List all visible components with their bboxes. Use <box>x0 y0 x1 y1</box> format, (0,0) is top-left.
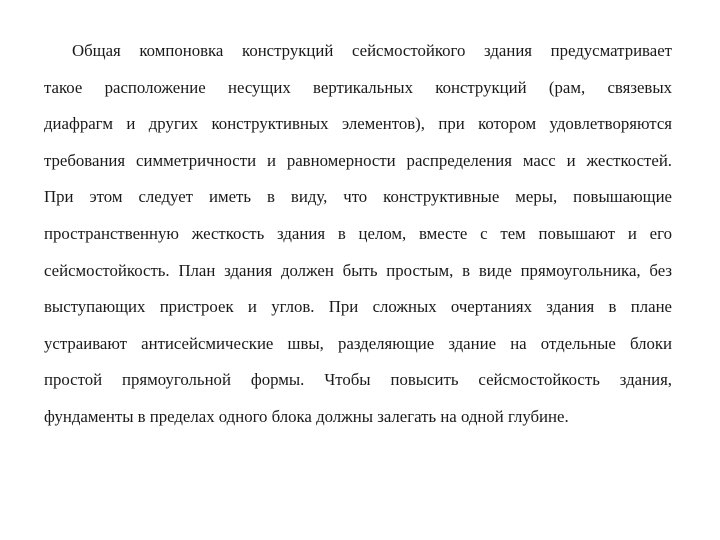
paragraph-line-11: фундаменты в пределах одного блока должны залегать на одной глубине. <box>44 406 569 426</box>
paragraph <box>44 36 672 439</box>
paragraph-line-1: Общая компоновка конструкций сейсмостойкого здания предусматривает <box>72 41 672 60</box>
paragraph-line-7: сейсмостойкость. План здания должен быть простым, в виде прямоугольника, без <box>44 260 672 280</box>
paragraph-line-3: диафрагм и других конструктивных элементов), при котором удовлетворяются <box>44 114 672 134</box>
paragraph-line-6: пространственную жесткость здания в целом, вместе с тем повышают и его <box>44 223 672 243</box>
paragraph-line-4: требования симметричности и равномерности распределения масс и жесткостей. <box>44 150 672 170</box>
paragraph-line-8: выступающих пристроек и углов. При сложных очертаниях здания в плане <box>44 297 672 317</box>
paragraph-line-10: простой прямоугольной формы. Чтобы повысить сейсмостойкость здания, <box>44 370 672 390</box>
paragraph-line-2: такое расположение несущих вертикальных конструкций (рам, связевых <box>44 77 672 97</box>
paragraph-line-9: устраивают антисейсмические швы, разделяющие здание на отдельные блоки <box>44 333 672 353</box>
paragraph-line-5: При этом следует иметь в виду, что конструктивные меры, повышающие <box>44 187 672 207</box>
